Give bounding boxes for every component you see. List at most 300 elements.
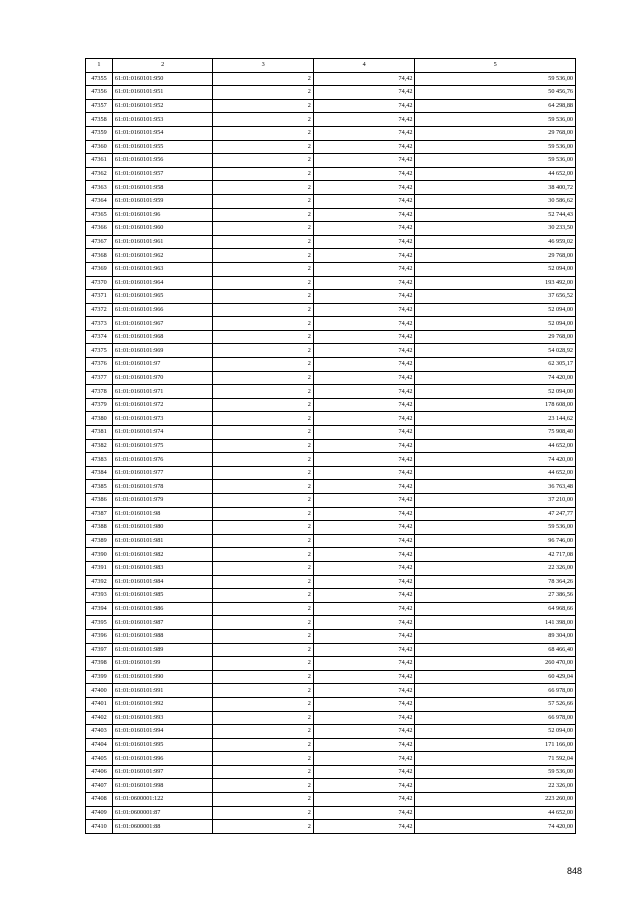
row-number-cell: 47382	[86, 439, 113, 453]
cadastral-number-cell: 61:01:0160101:973	[112, 412, 212, 426]
table-row	[86, 262, 576, 276]
specific-value-cell: 74,42	[313, 643, 415, 657]
row-number-cell: 47395	[86, 616, 113, 630]
row-number-cell: 47396	[86, 629, 113, 643]
category-code-cell: 2	[213, 385, 313, 399]
specific-value-cell: 74,42	[313, 412, 415, 426]
cadastral-value-cell: 59 536,00	[415, 72, 576, 86]
cadastral-value-cell: 59 536,00	[415, 140, 576, 154]
cadastral-value-cell: 59 536,00	[415, 154, 576, 168]
specific-value-cell: 74,42	[313, 697, 415, 711]
row-number-cell: 47410	[86, 820, 113, 834]
table-row	[86, 222, 576, 236]
cadastral-value-cell: 37 210,00	[415, 494, 576, 508]
category-code-cell: 2	[213, 154, 313, 168]
cadastral-number-cell: 61:01:0160101:983	[112, 561, 212, 575]
cadastral-value-cell: 57 526,66	[415, 697, 576, 711]
cadastral-number-cell: 61:01:0160101:955	[112, 140, 212, 154]
cadastral-number-cell: 61:01:0160101:97	[112, 358, 212, 372]
cadastral-number-cell: 61:01:0160101:979	[112, 494, 212, 508]
category-code-cell: 2	[213, 806, 313, 820]
specific-value-cell: 74,42	[313, 480, 415, 494]
specific-value-cell: 74,42	[313, 453, 415, 467]
specific-value-cell: 74,42	[313, 561, 415, 575]
row-number-cell: 47361	[86, 154, 113, 168]
specific-value-cell: 74,42	[313, 494, 415, 508]
cadastral-number-cell: 61:01:0160101:995	[112, 738, 212, 752]
table-row	[86, 480, 576, 494]
cadastral-value-cell: 64 968,66	[415, 602, 576, 616]
category-code-cell: 2	[213, 249, 313, 263]
cadastral-value-cell: 71 592,04	[415, 752, 576, 766]
row-number-cell: 47363	[86, 181, 113, 195]
table-row	[86, 99, 576, 113]
table-row	[86, 494, 576, 508]
cadastral-number-cell: 61:01:0160101:968	[112, 330, 212, 344]
cadastral-number-cell: 61:01:0160101:967	[112, 317, 212, 331]
specific-value-cell: 74,42	[313, 548, 415, 562]
table-header	[86, 59, 576, 73]
table-row	[86, 657, 576, 671]
table-row	[86, 371, 576, 385]
row-number-cell: 47387	[86, 507, 113, 521]
row-number-cell: 47356	[86, 86, 113, 100]
specific-value-cell: 74,42	[313, 154, 415, 168]
table-row	[86, 126, 576, 140]
specific-value-cell: 74,42	[313, 466, 415, 480]
category-code-cell: 2	[213, 575, 313, 589]
cadastral-number-cell: 61:01:0160101:978	[112, 480, 212, 494]
specific-value-cell: 74,42	[313, 589, 415, 603]
table-row	[86, 589, 576, 603]
cadastral-number-cell: 61:01:0600001:88	[112, 820, 212, 834]
specific-value-cell: 74,42	[313, 194, 415, 208]
specific-value-cell: 74,42	[313, 398, 415, 412]
specific-value-cell: 74,42	[313, 752, 415, 766]
row-number-cell: 47365	[86, 208, 113, 222]
specific-value-cell: 74,42	[313, 126, 415, 140]
specific-value-cell: 74,42	[313, 113, 415, 127]
table-body	[86, 72, 576, 833]
row-number-cell: 47392	[86, 575, 113, 589]
row-number-cell: 47403	[86, 725, 113, 739]
row-number-cell: 47385	[86, 480, 113, 494]
cadastral-number-cell: 61:01:0160101:964	[112, 276, 212, 290]
category-code-cell: 2	[213, 412, 313, 426]
table-row	[86, 86, 576, 100]
cadastral-number-cell: 61:01:0160101:990	[112, 670, 212, 684]
category-code-cell: 2	[213, 752, 313, 766]
cadastral-value-cell: 74 420,00	[415, 371, 576, 385]
cadastral-number-cell: 61:01:0160101:970	[112, 371, 212, 385]
cadastral-number-cell: 61:01:0160101:951	[112, 86, 212, 100]
table-row	[86, 575, 576, 589]
category-code-cell: 2	[213, 670, 313, 684]
specific-value-cell: 74,42	[313, 371, 415, 385]
row-number-cell: 47369	[86, 262, 113, 276]
cadastral-number-cell: 61:01:0160101:971	[112, 385, 212, 399]
row-number-cell: 47383	[86, 453, 113, 467]
table-row	[86, 385, 576, 399]
row-number-cell: 47394	[86, 602, 113, 616]
specific-value-cell: 74,42	[313, 235, 415, 249]
table-row	[86, 453, 576, 467]
category-code-cell: 2	[213, 548, 313, 562]
cadastral-number-cell: 61:01:0160101:998	[112, 779, 212, 793]
category-code-cell: 2	[213, 194, 313, 208]
cadastral-value-cell: 59 536,00	[415, 113, 576, 127]
category-code-cell: 2	[213, 99, 313, 113]
row-number-cell: 47377	[86, 371, 113, 385]
specific-value-cell: 74,42	[313, 507, 415, 521]
row-number-cell: 47370	[86, 276, 113, 290]
row-number-cell: 47360	[86, 140, 113, 154]
category-code-cell: 2	[213, 371, 313, 385]
cadastral-number-cell: 61:01:0160101:962	[112, 249, 212, 263]
row-number-cell: 47371	[86, 290, 113, 304]
table-row	[86, 711, 576, 725]
row-number-cell: 47407	[86, 779, 113, 793]
category-code-cell: 2	[213, 181, 313, 195]
cadastral-number-cell: 61:01:0160101:966	[112, 303, 212, 317]
category-code-cell: 2	[213, 86, 313, 100]
row-number-cell: 47364	[86, 194, 113, 208]
cadastral-number-cell: 61:01:0160101:954	[112, 126, 212, 140]
row-number-cell: 47397	[86, 643, 113, 657]
cadastral-number-cell: 61:01:0160101:985	[112, 589, 212, 603]
specific-value-cell: 74,42	[313, 806, 415, 820]
table-row	[86, 725, 576, 739]
cadastral-value-cell: 22 326,00	[415, 561, 576, 575]
row-number-cell: 47409	[86, 806, 113, 820]
category-code-cell: 2	[213, 629, 313, 643]
cadastral-value-cell: 62 305,17	[415, 358, 576, 372]
category-code-cell: 2	[213, 521, 313, 535]
row-number-cell: 47400	[86, 684, 113, 698]
cadastral-number-cell: 61:01:0160101:986	[112, 602, 212, 616]
header-cell-4: 4	[313, 59, 415, 73]
cadastral-value-cell: 141 398,00	[415, 616, 576, 630]
table-row	[86, 358, 576, 372]
row-number-cell: 47401	[86, 697, 113, 711]
cadastral-number-cell: 61:01:0160101:972	[112, 398, 212, 412]
row-number-cell: 47362	[86, 167, 113, 181]
category-code-cell: 2	[213, 167, 313, 181]
table-row	[86, 643, 576, 657]
cadastral-number-cell: 61:01:0160101:975	[112, 439, 212, 453]
cadastral-value-cell: 38 400,72	[415, 181, 576, 195]
cadastral-value-cell: 78 364,26	[415, 575, 576, 589]
row-number-cell: 47366	[86, 222, 113, 236]
cadastral-value-cell: 30 586,62	[415, 194, 576, 208]
category-code-cell: 2	[213, 494, 313, 508]
specific-value-cell: 74,42	[313, 181, 415, 195]
data-table	[85, 58, 576, 834]
category-code-cell: 2	[213, 303, 313, 317]
cadastral-number-cell: 61:01:0160101:980	[112, 521, 212, 535]
cadastral-value-cell: 29 768,00	[415, 126, 576, 140]
row-number-cell: 47389	[86, 534, 113, 548]
cadastral-value-cell: 59 536,00	[415, 765, 576, 779]
cadastral-number-cell: 61:01:0160101:991	[112, 684, 212, 698]
cadastral-number-cell: 61:01:0160101:99	[112, 657, 212, 671]
category-code-cell: 2	[213, 358, 313, 372]
cadastral-value-cell: 64 298,88	[415, 99, 576, 113]
category-code-cell: 2	[213, 453, 313, 467]
cadastral-number-cell: 61:01:0160101:959	[112, 194, 212, 208]
category-code-cell: 2	[213, 602, 313, 616]
cadastral-number-cell: 61:01:0160101:974	[112, 426, 212, 440]
cadastral-value-cell: 44 652,00	[415, 167, 576, 181]
table-row	[86, 629, 576, 643]
specific-value-cell: 74,42	[313, 262, 415, 276]
cadastral-value-cell: 223 260,00	[415, 793, 576, 807]
specific-value-cell: 74,42	[313, 276, 415, 290]
row-number-cell: 47402	[86, 711, 113, 725]
category-code-cell: 2	[213, 113, 313, 127]
cadastral-value-cell: 66 978,00	[415, 711, 576, 725]
page-number: 848	[566, 866, 582, 876]
specific-value-cell: 74,42	[313, 534, 415, 548]
cadastral-number-cell: 61:01:0160101:953	[112, 113, 212, 127]
cadastral-value-cell: 44 652,00	[415, 439, 576, 453]
row-number-cell: 47368	[86, 249, 113, 263]
category-code-cell: 2	[213, 330, 313, 344]
row-number-cell: 47381	[86, 426, 113, 440]
table-row	[86, 398, 576, 412]
specific-value-cell: 74,42	[313, 222, 415, 236]
specific-value-cell: 74,42	[313, 684, 415, 698]
specific-value-cell: 74,42	[313, 616, 415, 630]
specific-value-cell: 74,42	[313, 711, 415, 725]
specific-value-cell: 74,42	[313, 99, 415, 113]
category-code-cell: 2	[213, 466, 313, 480]
cadastral-value-cell: 52 094,00	[415, 317, 576, 331]
cadastral-value-cell: 54 028,92	[415, 344, 576, 358]
row-number-cell: 47390	[86, 548, 113, 562]
table-row	[86, 439, 576, 453]
cadastral-number-cell: 61:01:0160101:969	[112, 344, 212, 358]
cadastral-value-cell: 52 094,00	[415, 262, 576, 276]
category-code-cell: 2	[213, 235, 313, 249]
table-row	[86, 752, 576, 766]
category-code-cell: 2	[213, 426, 313, 440]
row-number-cell: 47406	[86, 765, 113, 779]
cadastral-value-cell: 29 768,00	[415, 330, 576, 344]
category-code-cell: 2	[213, 657, 313, 671]
cadastral-value-cell: 29 768,00	[415, 249, 576, 263]
table-row	[86, 534, 576, 548]
specific-value-cell: 74,42	[313, 575, 415, 589]
specific-value-cell: 74,42	[313, 385, 415, 399]
category-code-cell: 2	[213, 290, 313, 304]
cadastral-value-cell: 89 304,00	[415, 629, 576, 643]
cadastral-number-cell: 61:01:0160101:993	[112, 711, 212, 725]
category-code-cell: 2	[213, 589, 313, 603]
cadastral-value-cell: 96 746,00	[415, 534, 576, 548]
cadastral-value-cell: 52 094,00	[415, 303, 576, 317]
cadastral-number-cell: 61:01:0160101:989	[112, 643, 212, 657]
table-row	[86, 616, 576, 630]
cadastral-number-cell: 61:01:0160101:994	[112, 725, 212, 739]
specific-value-cell: 74,42	[313, 358, 415, 372]
cadastral-value-cell: 52 744,43	[415, 208, 576, 222]
specific-value-cell: 74,42	[313, 330, 415, 344]
table-row	[86, 602, 576, 616]
specific-value-cell: 74,42	[313, 738, 415, 752]
cadastral-number-cell: 61:01:0160101:961	[112, 235, 212, 249]
category-code-cell: 2	[213, 616, 313, 630]
category-code-cell: 2	[213, 684, 313, 698]
cadastral-value-cell: 74 420,00	[415, 820, 576, 834]
cadastral-number-cell: 61:01:0160101:996	[112, 752, 212, 766]
category-code-cell: 2	[213, 738, 313, 752]
cadastral-value-cell: 52 094,00	[415, 725, 576, 739]
cadastral-number-cell: 61:01:0160101:956	[112, 154, 212, 168]
row-number-cell: 47373	[86, 317, 113, 331]
cadastral-number-cell: 61:01:0160101:96	[112, 208, 212, 222]
specific-value-cell: 74,42	[313, 793, 415, 807]
cadastral-number-cell: 61:01:0600001:87	[112, 806, 212, 820]
row-number-cell: 47405	[86, 752, 113, 766]
table-row	[86, 235, 576, 249]
table-row	[86, 765, 576, 779]
cadastral-value-cell: 47 247,77	[415, 507, 576, 521]
row-number-cell: 47374	[86, 330, 113, 344]
row-number-cell: 47379	[86, 398, 113, 412]
cadastral-value-cell: 74 420,00	[415, 453, 576, 467]
cadastral-number-cell: 61:01:0600001:122	[112, 793, 212, 807]
cadastral-value-cell: 44 652,00	[415, 466, 576, 480]
row-number-cell: 47398	[86, 657, 113, 671]
table-row	[86, 684, 576, 698]
row-number-cell: 47386	[86, 494, 113, 508]
category-code-cell: 2	[213, 222, 313, 236]
table-row	[86, 793, 576, 807]
category-code-cell: 2	[213, 697, 313, 711]
header-cell-2: 2	[112, 59, 212, 73]
row-number-cell: 47367	[86, 235, 113, 249]
specific-value-cell: 74,42	[313, 344, 415, 358]
category-code-cell: 2	[213, 561, 313, 575]
cadastral-value-cell: 75 908,40	[415, 426, 576, 440]
cadastral-number-cell: 61:01:0160101:987	[112, 616, 212, 630]
row-number-cell: 47408	[86, 793, 113, 807]
row-number-cell: 47355	[86, 72, 113, 86]
cadastral-value-cell: 23 144,62	[415, 412, 576, 426]
table-row	[86, 412, 576, 426]
row-number-cell: 47393	[86, 589, 113, 603]
table-row	[86, 249, 576, 263]
specific-value-cell: 74,42	[313, 779, 415, 793]
specific-value-cell: 74,42	[313, 657, 415, 671]
category-code-cell: 2	[213, 276, 313, 290]
category-code-cell: 2	[213, 317, 313, 331]
cadastral-value-cell: 36 763,48	[415, 480, 576, 494]
cadastral-value-cell: 60 429,04	[415, 670, 576, 684]
specific-value-cell: 74,42	[313, 426, 415, 440]
cadastral-number-cell: 61:01:0160101:960	[112, 222, 212, 236]
specific-value-cell: 74,42	[313, 521, 415, 535]
specific-value-cell: 74,42	[313, 72, 415, 86]
table-row	[86, 344, 576, 358]
category-code-cell: 2	[213, 643, 313, 657]
table-row	[86, 303, 576, 317]
table-row	[86, 194, 576, 208]
table-row	[86, 820, 576, 834]
row-number-cell: 47358	[86, 113, 113, 127]
row-number-cell: 47357	[86, 99, 113, 113]
cadastral-number-cell: 61:01:0160101:958	[112, 181, 212, 195]
cadastral-number-cell: 61:01:0160101:977	[112, 466, 212, 480]
category-code-cell: 2	[213, 72, 313, 86]
category-code-cell: 2	[213, 820, 313, 834]
cadastral-value-cell: 171 166,00	[415, 738, 576, 752]
cadastral-value-cell: 22 326,00	[415, 779, 576, 793]
cadastral-number-cell: 61:01:0160101:988	[112, 629, 212, 643]
row-number-cell: 47380	[86, 412, 113, 426]
category-code-cell: 2	[213, 725, 313, 739]
cadastral-number-cell: 61:01:0160101:98	[112, 507, 212, 521]
cadastral-number-cell: 61:01:0160101:997	[112, 765, 212, 779]
row-number-cell: 47372	[86, 303, 113, 317]
category-code-cell: 2	[213, 439, 313, 453]
table-row	[86, 806, 576, 820]
category-code-cell: 2	[213, 398, 313, 412]
table-row	[86, 154, 576, 168]
cadastral-value-cell: 52 094,00	[415, 385, 576, 399]
cadastral-number-cell: 61:01:0160101:963	[112, 262, 212, 276]
cadastral-value-cell: 178 608,00	[415, 398, 576, 412]
table-row	[86, 548, 576, 562]
category-code-cell: 2	[213, 793, 313, 807]
cadastral-value-cell: 30 233,50	[415, 222, 576, 236]
table-row	[86, 426, 576, 440]
header-cell-1: 1	[86, 59, 113, 73]
category-code-cell: 2	[213, 534, 313, 548]
cadastral-number-cell: 61:01:0160101:981	[112, 534, 212, 548]
specific-value-cell: 74,42	[313, 86, 415, 100]
table-row	[86, 561, 576, 575]
table-row	[86, 507, 576, 521]
specific-value-cell: 74,42	[313, 602, 415, 616]
table-row	[86, 290, 576, 304]
specific-value-cell: 74,42	[313, 249, 415, 263]
category-code-cell: 2	[213, 262, 313, 276]
table-row	[86, 140, 576, 154]
row-number-cell: 47378	[86, 385, 113, 399]
table-row	[86, 670, 576, 684]
cadastral-value-cell: 66 978,00	[415, 684, 576, 698]
category-code-cell: 2	[213, 480, 313, 494]
table-row	[86, 779, 576, 793]
specific-value-cell: 74,42	[313, 725, 415, 739]
cadastral-value-cell: 46 959,02	[415, 235, 576, 249]
category-code-cell: 2	[213, 344, 313, 358]
category-code-cell: 2	[213, 765, 313, 779]
table-row	[86, 317, 576, 331]
table-row	[86, 208, 576, 222]
category-code-cell: 2	[213, 779, 313, 793]
cadastral-value-cell: 260 470,00	[415, 657, 576, 671]
cadastral-number-cell: 61:01:0160101:952	[112, 99, 212, 113]
specific-value-cell: 74,42	[313, 317, 415, 331]
specific-value-cell: 74,42	[313, 765, 415, 779]
table-row	[86, 276, 576, 290]
cadastral-number-cell: 61:01:0160101:965	[112, 290, 212, 304]
cadastral-value-cell: 42 717,08	[415, 548, 576, 562]
table-row	[86, 521, 576, 535]
